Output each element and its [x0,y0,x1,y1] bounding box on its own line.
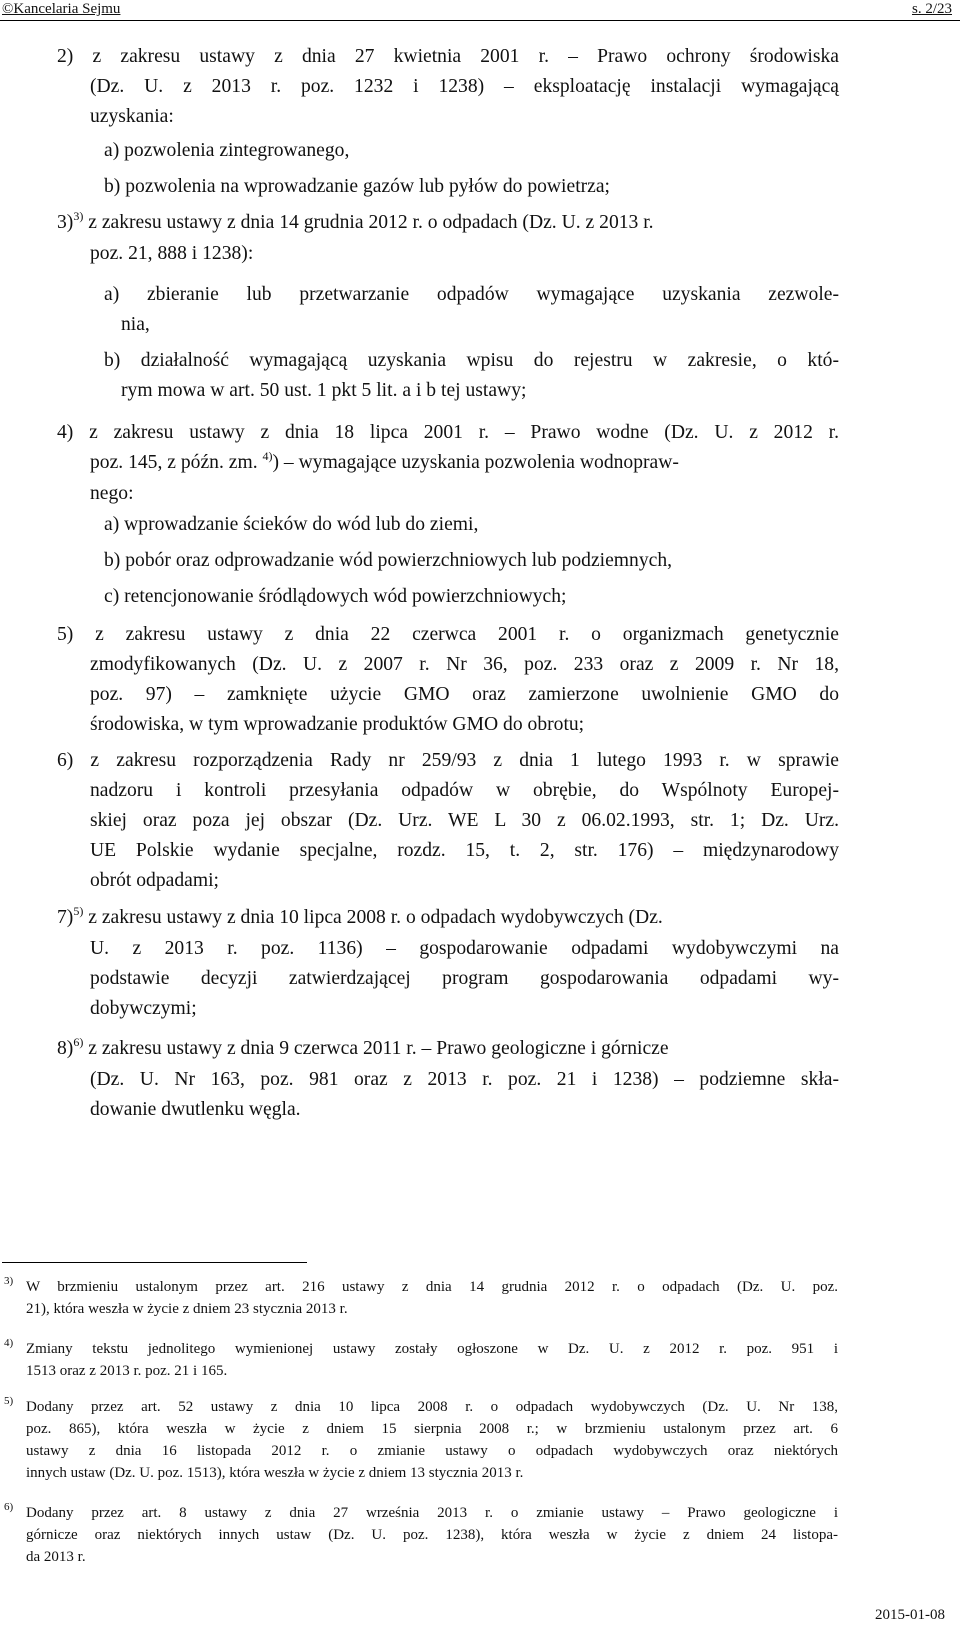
text-line: uzyskania: [90,106,174,127]
footnote-ref[interactable]: 3) [73,209,84,223]
footnote-number: 3) [4,1275,14,1287]
text-line: 6) z zakresu rozporządzenia Rady nr 259/93 z dnia 1 lutego 1993 r. w sprawie [57,750,839,771]
page-number-link[interactable]: s. 2/23 [911,1,952,17]
list-item-2 [57,42,839,132]
text-line: poz. 97) – zamknięte użycie GMO oraz zamierzone uwolnienie GMO do [90,684,839,705]
text-line: nia, [121,314,150,335]
text-line: poz. 145, z późn. zm. $^{4)}$) – wymagające uzyskania pozwolenia wodnopraw- [90,449,679,473]
text-line: 8)$^{6)}$ z zakresu ustawy z dnia 9 czerwca 2011 r. – Prawo geologiczne i górnicze [57,1035,669,1059]
footnote-line: poz. 865), która weszła w życie z dniem 15 sierpnia 2008 r.; w brzmieniu ustalonym przez art. 6 [26,1421,838,1437]
text-line: 5) z zakresu ustawy z dnia 22 czerwca 2001 r. o organizmach genetycznie [57,624,839,645]
sub-item-2b [104,172,610,202]
document-date: 2015-01-08 [875,1607,945,1623]
text-line: nadzoru i kontroli przesyłania odpadów w obrębie, do Wspólnoty Europej- [90,780,839,801]
sub-item-3a [104,280,839,340]
header-page-number [912,0,952,18]
footnote-line: ustawy z dnia 16 listopada 2012 r. o zmianie ustawy o odpadach wydobywczych oraz niektórych [26,1443,838,1459]
text-line: rym mowa w art. 50 ust. 1 pkt 5 lit. a i b tej ustawy; [121,380,527,401]
text-line: U. z 2013 r. poz. 1136) – gospodarowanie odpadami wydobywczymi na [90,938,839,959]
list-item-8 [57,1034,839,1125]
footnote-line: 21), która weszła w życie z dniem 23 stycznia 2013 r. [26,1301,348,1317]
footnote-line: Zmiany tekstu jednolitego wymienionej ustawy zostały ogłoszone w Dz. U. z 2012 r. poz. 951 i [26,1341,838,1357]
text-line: dowanie dwutlenku węgla. [90,1099,301,1120]
text-line: nego: [90,483,134,504]
list-item-5 [57,620,839,740]
footnote-number: 6) [4,1501,14,1513]
footnote-separator [2,1262,307,1263]
footnote-line: górnicze oraz niektórych innych ustaw (Dz. U. poz. 1238), która weszła w życie z dniem 24 listopa- [26,1527,838,1543]
sub-item-4b [104,546,672,576]
header-publisher [2,0,120,18]
text-line: 4) z zakresu ustawy z dnia 18 lipca 2001 r. – Prawo wodne (Dz. U. z 2012 r. [57,422,839,443]
footnote-number: 4) [4,1337,14,1349]
text-line: środowiska, w tym wprowadzanie produktów GMO do obrotu; [90,714,585,735]
footnote-line: Dodany przez art. 8 ustawy z dnia 27 września 2013 r. o zmianie ustawy – Prawo geologiczne i [26,1505,838,1521]
text-line: podstawie decyzji zatwierdzającej program gospodarowania odpadami wy- [90,968,839,989]
footnote-5 [4,1395,838,1484]
footnote-ref[interactable]: 4) [262,449,273,463]
sub-item-4c [104,582,566,612]
footnote-ref[interactable]: 6) [73,1035,84,1049]
text-line: b) działalność wymagającą uzyskania wpisu do rejestru w zakresie, o któ- [104,350,839,371]
footnote-line: 1513 oraz z 2013 r. poz. 21 i 165. [26,1363,228,1379]
text-line: a) zbieranie lub przetwarzanie odpadów wymagające uzyskania zezwole- [104,284,839,305]
text-line: b) pozwolenia na wprowadzanie gazów lub pyłów do powietrza; [104,176,611,197]
text-line: (Dz. U. Nr 163, poz. 981 oraz z 2013 r. poz. 21 i 1238) – podziemne skła- [90,1069,839,1090]
text-line: 2) z zakresu ustawy z dnia 27 kwietnia 2001 r. – Prawo ochrony środowiska [57,46,839,67]
footnote-3 [4,1275,838,1320]
text-line: poz. 21, 888 i 1238): [90,243,254,264]
footnote-number: 5) [4,1395,14,1407]
list-item-6 [57,746,839,896]
sub-item-4a [104,510,478,540]
text-line: obrót odpadami; [90,870,219,891]
text-line: c) retencjonowanie śródlądowych wód powierzchniowych; [104,586,567,607]
footnote-ref[interactable]: 5) [73,904,84,918]
list-item-7 [57,903,839,1024]
footnote-line: innych ustaw (Dz. U. poz. 1513), która weszła w życie z dniem 13 stycznia 2013 r. [26,1465,524,1481]
text-line: (Dz. U. z 2013 r. poz. 1232 i 1238) – eksploatację instalacji wymagającą [90,76,839,97]
footnote-line: Dodany przez art. 52 ustawy z dnia 10 lipca 2008 r. o odpadach wydobywczych (Dz. U. Nr 138, [26,1399,838,1415]
text-line: UE Polskie wydanie specjalne, rozdz. 15, t. 2, str. 176) – międzynarodowy [90,840,839,861]
list-item-4 [57,418,839,509]
footnote-line: da 2013 r. [26,1549,86,1565]
sub-item-3b [104,346,839,406]
text-line: 3)$^{3)}$ z zakresu ustawy z dnia 14 grudnia 2012 r. o odpadach (Dz. U. z 2013 r. [57,209,654,233]
text-line: b) pobór oraz odprowadzanie wód powierzchniowych lub podziemnych, [104,550,673,571]
footnote-line: W brzmieniu ustalonym przez art. 216 ustawy z dnia 14 grudnia 2012 r. o odpadach (Dz. U. poz. [26,1279,838,1295]
text-line: skiej oraz poza jej obszar (Dz. Urz. WE L 30 z 06.02.1993, str. 1; Dz. Urz. [90,810,839,831]
text-line: a) wprowadzanie ścieków do wód lub do ziemi, [104,514,479,535]
list-item-3 [57,208,839,269]
text-line: dobywczymi; [90,998,197,1019]
footnote-6 [4,1501,838,1568]
text-line: a) pozwolenia zintegrowanego, [104,140,350,161]
text-line: zmodyfikowanych (Dz. U. z 2007 r. Nr 36, poz. 233 oraz z 2009 r. Nr 18, [90,654,839,675]
sub-item-2a [104,136,349,166]
text-line: 7)$^{5)}$ z zakresu ustawy z dnia 10 lipca 2008 r. o odpadach wydobywczych (Dz. [57,904,663,928]
publisher-link[interactable]: ©Kancelaria Sejmu [2,1,121,17]
footnote-4 [4,1337,838,1382]
header-rule [0,20,960,21]
